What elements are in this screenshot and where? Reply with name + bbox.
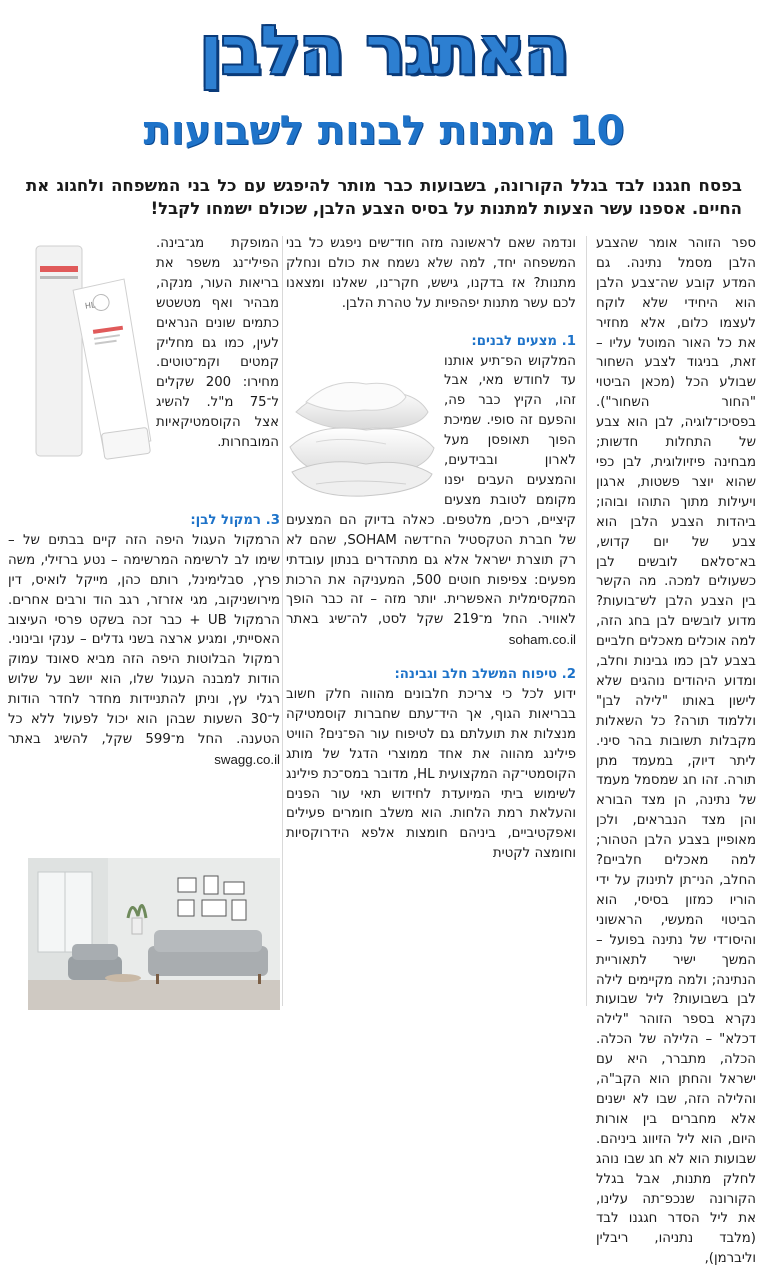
living-room-image — [28, 858, 280, 1010]
column-1-text: ספר הזוהר אומר שהצבע הלבן מסמל נתינה. גם המדע קובע שה־צבע הלבן הוא היחידי שלא לוקח לעצמו כלום, אלא מחזיר את כל האור המוטל עליו – זאת, בניגוד לצבע השחור שבולע הכל (מכאן הביטוי "החור השחור"). בפסיכו־לוגיה, לבן הוא צבע של התחלות חדשות; מבחינה פיזיולוגית, לבן כפי שהוא יוצר פשטות, ארגון ויעילות מתוך התוהו ובוהו; ביהדות הצבע הלבן הוא צבע של יום קדוש, בא־סלאם לובשים לבן כשעולים למכה. מה הקשר בין הצבע הלבן לש־בועות? מדוע לובשים לבן בחג הזה, למה אוכלים מאכלים חלביים בצבע לבן כמו גבינות וחלב, ומדוע היהודים נוהגים שלא לישון באותו "לילה לבן" וללמוד תורה? כל השאלות מקבלות תשובות בהר סיני. ליתר דיוק, במעמד מתן תורה. זהו חג שמסמל מעמד של נתינה, הן מצד הבורא והן מצד הנבראים, ולכן מאופיין בצבע הלבן הטהור; למה מאכלים חלביים? החלב, הני־תן לתינוק על ידי הוריו כמזון בסיסי, הוא הביטוי המעשי, הראשוני והיסו־די של נתינה בפועל – המשך ישיר לתאוריית הנתינה; ולמה מקיימים לילה לבן בשבועות? ליל שבועות נקרא בספר הזוהר "לילה דכלא" – הלילה של הכלה. הכלה, מתברר, היא עם ישראל והחתן הוא הקב"ה, והלילה הזה, שבו לא ישנים אלא מחברים בין אורות היום, הוא ליל הזיווג ביניהם. שבועות הוא לא חג שבו נוהג לחלק מתנות, אבל בגלל הקורונה שנכפ־תה עלינו, את ליל הסדר חגגנו לבד (מלבד נתניהו, ריבלין וליברמן), — [596, 236, 756, 1267]
section-3-title: 3. רמקול לבן: — [190, 513, 280, 528]
section-2-text: ידוע לכל כי צריכת חלבונים מהווה חלק חשוב בבריאות הגוף, אך היד־עתם שחברות קוסמטיקה מנצלות את תועלתם גם לטיפוח עור הפ־נים? הוויט פילינג מהווה את אחד ממוצרי הדגל של מותג הקוסמטי־קה המקצועית HL, מדובר במס־כת פילינג לשימוש ביתי המיועדת לחידוש תאי עור הפנים והעלאת רמת הלחות. הוא משלב חומרים פעילים ואפקטיביים, ביניהם חומצות אלפא הידרוקסיות וחומצה לקטית — [286, 687, 576, 862]
intro-paragraph: בפסח חגגנו לבד בגלל הקורונה, בשבועות כבר מותר להיפגש עם כל בני המשפחה ולחגוג את החיים. אספנו עשר הצעות למתנות על בסיס הצבע הלבן, שכולם ישמחו לקבל! — [26, 176, 742, 218]
column-3 — [156, 234, 279, 453]
section-3-body: הרמקול העגול היפה הזה קיים בבתים של – שימו לב לרשימה המרשימה – נטע ברזילי, משה פרץ, סבלימינל, רותם כהן, מייקל לואיס, דין מירושניקוב, מגי אזרזר, רגב הוד ורבים אחרים. הרמקול UB + כבר זכה בשקט פרסי העיצוב האסייתי, ומגיע ארצה בשני גדלים – ענקי ובינוני. רמקול הבלוטות היפה הזה מביא סאונד עמוק הודות למבנה העגול שלו, הוא יושב על שלוש רגלי עץ, וניתן להתניידות מחדר לחדר הודות ל־30 השעות שבהן הוא יכול לפעול ללא כל הטענה. החל מ־599 שקל, להשיג באתר — [8, 532, 280, 747]
cosmetic-product-image — [14, 236, 154, 472]
column-3-text: המופקת מג־בינה. הפילי־נג משפר את בריאות העור, מנקה, מבהיר ואף מטשטש כתמים שונים הנראים לעין, כמו גם מחליק קמטים וקמ־טוטים. מחירו: 200 שקלים ל־75 מ"ל. להשיג אצל הקוסמטיקאיות המובחרות. — [156, 236, 280, 451]
bedding-image — [286, 352, 438, 502]
peeling-tube-illustration — [14, 236, 154, 472]
section-3-url: swagg.co.il — [214, 751, 280, 767]
living-room-illustration — [28, 858, 280, 1010]
section-1-wrap — [286, 352, 576, 652]
column-4 — [8, 511, 280, 771]
section-3-text — [8, 531, 280, 771]
headline: האתגר הלבן — [199, 12, 569, 89]
column-2 — [286, 234, 576, 864]
column-2-intro: ונדמה שאם לראשונה מזה חוד־שים ניפגש כל בני המשפחה יחד, למה שלא נשמח את כולם ונחלק מתנות? אז בדקנו, גישש, חקר־נו, שאלנו ומצאנו לכם עשר מתנות יפהפיות על טהרת הלבן. — [286, 236, 576, 311]
column-1 — [596, 234, 756, 1269]
bedding-illustration — [286, 352, 438, 502]
section-1-title: 1. מצעים לבנים: — [471, 333, 576, 349]
section-1-body: המלקוש הפ־תיע אותנו עד לחודש מאי, אבל זהו, הקיץ כבר פה, והפעם זה סופי. שמיכת הפוך תאופסן מעל לארון ובבידעים, והמצעים העבים יפנו מקומם לטובת מצעים קיציים, רכים, מלטפים. כאלה בדיוק הם המצעים של חברת הטקסטיל הח־דשה SOHAM, שהם לא רק תוצרת ישראל אלא גם מתהדרים בנתון עובדתי מפעים: צפיפות חוטים 500, המעניקה את הרכות המקסימלית האפשרית. יותר מזה – זה כבר הופך לאוויר. החל מ־219 שקל לסט, לה־שיג באתר — [286, 353, 576, 628]
section-1-url: soham.co.il — [508, 632, 576, 648]
subheadline: 10 מתנות לבנות לשבועות — [143, 108, 625, 154]
column-divider — [586, 236, 587, 1006]
section-2-title: 2. טיפוח המשלב חלב וגבינה: — [394, 667, 576, 683]
product-brand-label: HL — [84, 300, 96, 311]
column-divider-2 — [282, 236, 283, 1006]
